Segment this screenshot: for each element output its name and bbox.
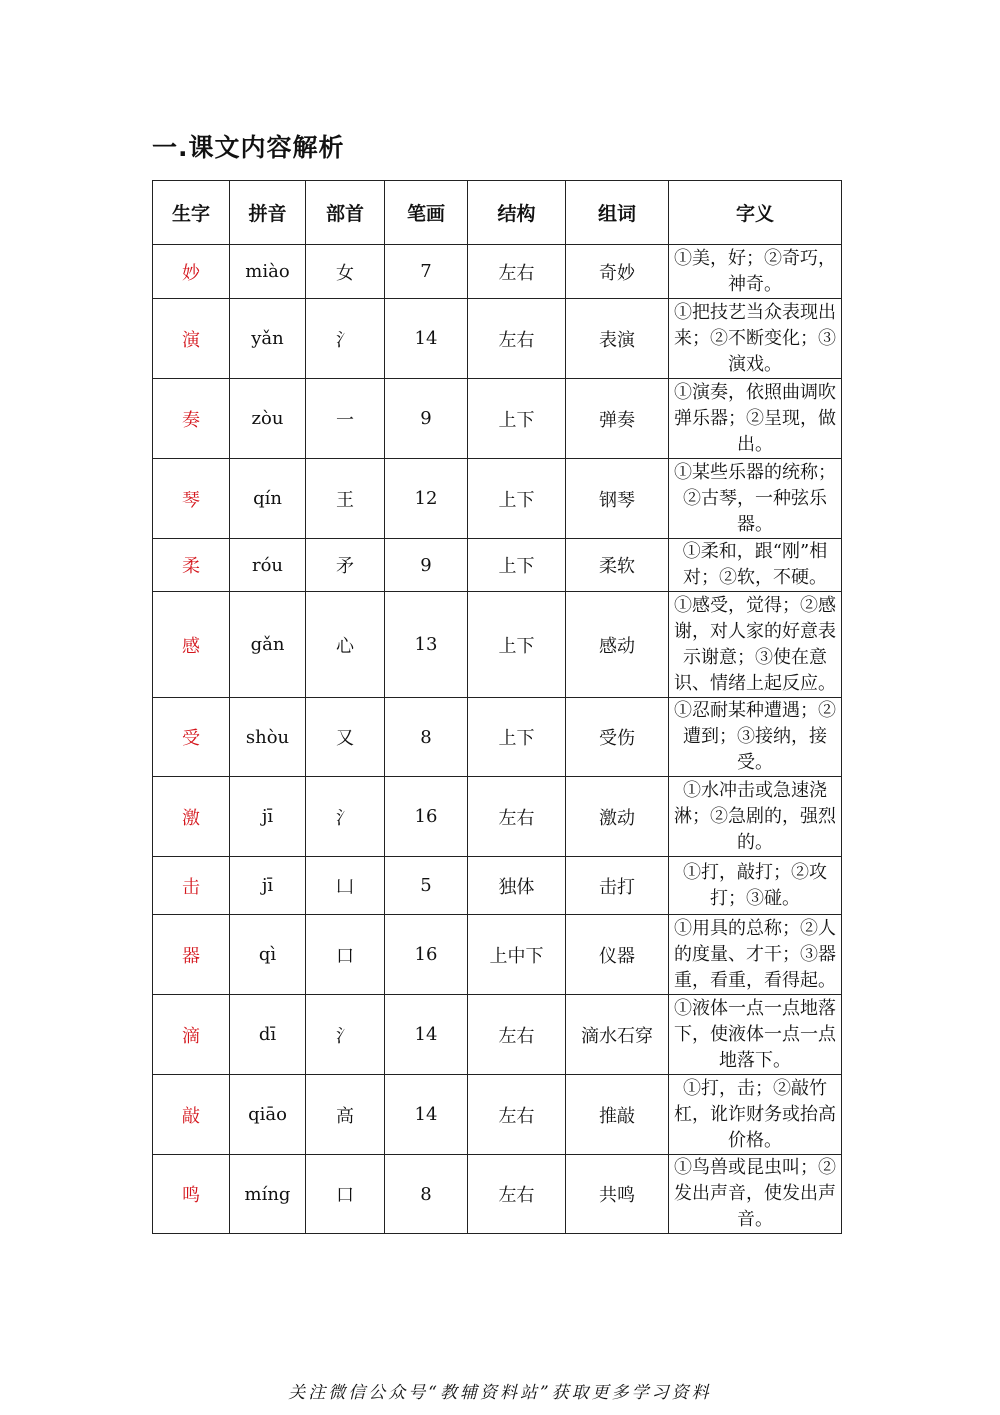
- table-row: [153, 592, 842, 698]
- row-pinyin: míng: [230, 1155, 306, 1234]
- row-char: 妙: [153, 245, 230, 299]
- row-structure: 左右: [468, 1155, 566, 1234]
- row-pinyin: jī: [230, 857, 306, 915]
- row-radical: 王: [306, 459, 385, 539]
- header-word: 组词: [566, 181, 669, 245]
- row-meaning: ①液体一点一点地落下，使液体一点一点地落下。: [669, 995, 842, 1075]
- row-meaning: ①美，好；②奇巧，神奇。: [669, 245, 842, 299]
- row-meaning: ①打，敲打；②攻打；③碰。: [669, 857, 842, 915]
- row-char: 演: [153, 299, 230, 379]
- row-strokes: 14: [385, 1075, 468, 1155]
- table-row: [153, 915, 842, 995]
- row-word: 奇妙: [566, 245, 669, 299]
- row-structure: 上下: [468, 592, 566, 698]
- row-structure: 上下: [468, 459, 566, 539]
- header-structure: 结构: [468, 181, 566, 245]
- row-word: 钢琴: [566, 459, 669, 539]
- table-row: [153, 379, 842, 459]
- row-pinyin: qiāo: [230, 1075, 306, 1155]
- row-radical: 口: [306, 1155, 385, 1234]
- row-char: 激: [153, 777, 230, 857]
- row-structure: 左右: [468, 245, 566, 299]
- header-radical: 部首: [306, 181, 385, 245]
- row-strokes: 16: [385, 915, 468, 995]
- row-radical: 心: [306, 592, 385, 698]
- row-radical: 氵: [306, 777, 385, 857]
- row-pinyin: shòu: [230, 698, 306, 777]
- row-word: 柔软: [566, 539, 669, 592]
- row-word: 受伤: [566, 698, 669, 777]
- row-char: 鸣: [153, 1155, 230, 1234]
- row-pinyin: qì: [230, 915, 306, 995]
- row-word: 感动: [566, 592, 669, 698]
- row-structure: 上下: [468, 379, 566, 459]
- row-meaning: ①某些乐器的统称；②古琴，一种弦乐器。: [669, 459, 842, 539]
- row-pinyin: gǎn: [230, 592, 306, 698]
- row-radical: 高: [306, 1075, 385, 1155]
- footer-promo-text: 关注微信公众号“教辅资料站”获取更多学习资料: [288, 1383, 712, 1403]
- table-row: [153, 698, 842, 777]
- table-row: [153, 459, 842, 539]
- row-structure: 左右: [468, 1075, 566, 1155]
- row-radical: 又: [306, 698, 385, 777]
- row-radical: 一: [306, 379, 385, 459]
- table-row: [153, 1075, 842, 1155]
- row-radical: 氵: [306, 995, 385, 1075]
- row-radical: 女: [306, 245, 385, 299]
- row-structure: 上下: [468, 539, 566, 592]
- row-meaning: ①用具的总称；②人的度量、才干；③器重，看重，看得起。: [669, 915, 842, 995]
- row-strokes: 12: [385, 459, 468, 539]
- row-meaning: ①把技艺当众表现出来；②不断变化；③演戏。: [669, 299, 842, 379]
- row-strokes: 8: [385, 698, 468, 777]
- row-strokes: 9: [385, 539, 468, 592]
- table-row: [153, 245, 842, 299]
- row-word: 推敲: [566, 1075, 669, 1155]
- row-word: 弹奏: [566, 379, 669, 459]
- row-structure: 左右: [468, 777, 566, 857]
- row-pinyin: dī: [230, 995, 306, 1075]
- row-pinyin: zòu: [230, 379, 306, 459]
- row-word: 击打: [566, 857, 669, 915]
- row-structure: 上中下: [468, 915, 566, 995]
- table-row: [153, 995, 842, 1075]
- row-pinyin: qín: [230, 459, 306, 539]
- row-strokes: 9: [385, 379, 468, 459]
- table-row: [153, 857, 842, 915]
- row-structure: 独体: [468, 857, 566, 915]
- row-meaning: ①忍耐某种遭遇；②遭到；③接纳，接受。: [669, 698, 842, 777]
- row-char: 击: [153, 857, 230, 915]
- header-strokes: 笔画: [385, 181, 468, 245]
- row-strokes: 14: [385, 299, 468, 379]
- section-title: 一.课文内容解析: [152, 133, 345, 162]
- row-radical: 矛: [306, 539, 385, 592]
- row-meaning: ①感受，觉得；②感谢，对人家的好意表示谢意；③使在意识、情绪上起反应。: [669, 592, 842, 698]
- row-word: 滴水石穿: [566, 995, 669, 1075]
- table-row: [153, 539, 842, 592]
- vocabulary-table: [152, 180, 842, 1234]
- row-word: 仪器: [566, 915, 669, 995]
- row-structure: 左右: [468, 299, 566, 379]
- row-strokes: 8: [385, 1155, 468, 1234]
- table-row: [153, 299, 842, 379]
- row-pinyin: jī: [230, 777, 306, 857]
- row-char: 滴: [153, 995, 230, 1075]
- row-radical: 口: [306, 915, 385, 995]
- row-char: 受: [153, 698, 230, 777]
- table-row: [153, 777, 842, 857]
- row-word: 表演: [566, 299, 669, 379]
- row-pinyin: miào: [230, 245, 306, 299]
- header-char: 生字: [153, 181, 230, 245]
- row-meaning: ①鸟兽或昆虫叫；②发出声音，使发出声音。: [669, 1155, 842, 1234]
- row-strokes: 16: [385, 777, 468, 857]
- row-strokes: 14: [385, 995, 468, 1075]
- row-char: 感: [153, 592, 230, 698]
- table-row: [153, 1155, 842, 1234]
- row-word: 共鸣: [566, 1155, 669, 1234]
- row-char: 器: [153, 915, 230, 995]
- row-structure: 上下: [468, 698, 566, 777]
- row-radical: 氵: [306, 299, 385, 379]
- header-meaning: 字义: [669, 181, 842, 245]
- header-pinyin: 拼音: [230, 181, 306, 245]
- row-meaning: ①打，击；②敲竹杠，讹诈财务或抬高价格。: [669, 1075, 842, 1155]
- row-word: 激动: [566, 777, 669, 857]
- row-char: 柔: [153, 539, 230, 592]
- row-pinyin: yǎn: [230, 299, 306, 379]
- row-strokes: 5: [385, 857, 468, 915]
- row-strokes: 7: [385, 245, 468, 299]
- row-char: 奏: [153, 379, 230, 459]
- row-strokes: 13: [385, 592, 468, 698]
- row-pinyin: róu: [230, 539, 306, 592]
- row-meaning: ①演奏，依照曲调吹弹乐器；②呈现，做出。: [669, 379, 842, 459]
- row-char: 琴: [153, 459, 230, 539]
- row-meaning: ①柔和，跟“刚”相对；②软，不硬。: [669, 539, 842, 592]
- row-char: 敲: [153, 1075, 230, 1155]
- row-meaning: ①水冲击或急速浇淋；②急剧的，强烈的。: [669, 777, 842, 857]
- row-structure: 左右: [468, 995, 566, 1075]
- table-header-row: [153, 181, 842, 245]
- row-radical: 凵: [306, 857, 385, 915]
